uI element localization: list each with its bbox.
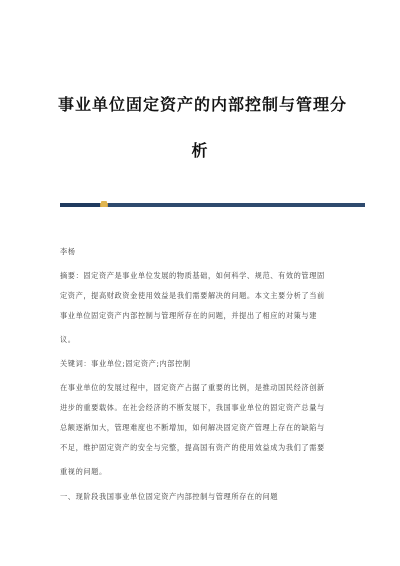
intro-paragraph-line: 不足，维护固定资产的安全与完整，提高国有资产的使用效益成为我们了需要 [60,443,325,452]
intro-paragraph-line: 进步的重要载体。在社会经济的不断发展下，我国事业单位的固定资产总量与 [60,403,325,412]
abstract-line: 摘要：固定资产是事业单位发展的物质基础，如何科学、规范、有效的管理固 [60,271,325,280]
abstract-line: 议。 [60,335,76,344]
author-name: 李杨 [60,247,76,256]
intro-paragraph-line: 在事业单位的发展过程中，固定资产占据了重要的比例，是推动国民经济创新 [60,383,325,392]
abstract-line: 定资产，提高财政资金使用效益是我们需要解决的问题。本文主要分析了当前 [60,291,325,300]
divider-right-segment [108,203,365,207]
section-heading: 一、现阶段我国事业单位固定资产内部控制与管理所存在的问题 [60,492,279,501]
intro-paragraph-line: 重视的问题。 [60,467,107,476]
divider-ornament [101,201,107,207]
document-title-line-1: 事业单位固定资产的内部控制与管理分 [58,95,348,114]
intro-paragraph-line: 总额逐渐加大，管理难度也不断增加，如何解决固定资产管理上存在的缺陷与 [60,423,325,432]
abstract-line: 事业单位固定资产内部控制与管理所存在的问题，并提出了相应的对策与建 [60,311,317,320]
keywords-line: 关键词：事业单位;固定资产;内部控制 [60,359,191,368]
title-divider [60,203,365,207]
document-title-line-2: 析 [191,141,209,160]
divider-left-segment [60,203,100,207]
